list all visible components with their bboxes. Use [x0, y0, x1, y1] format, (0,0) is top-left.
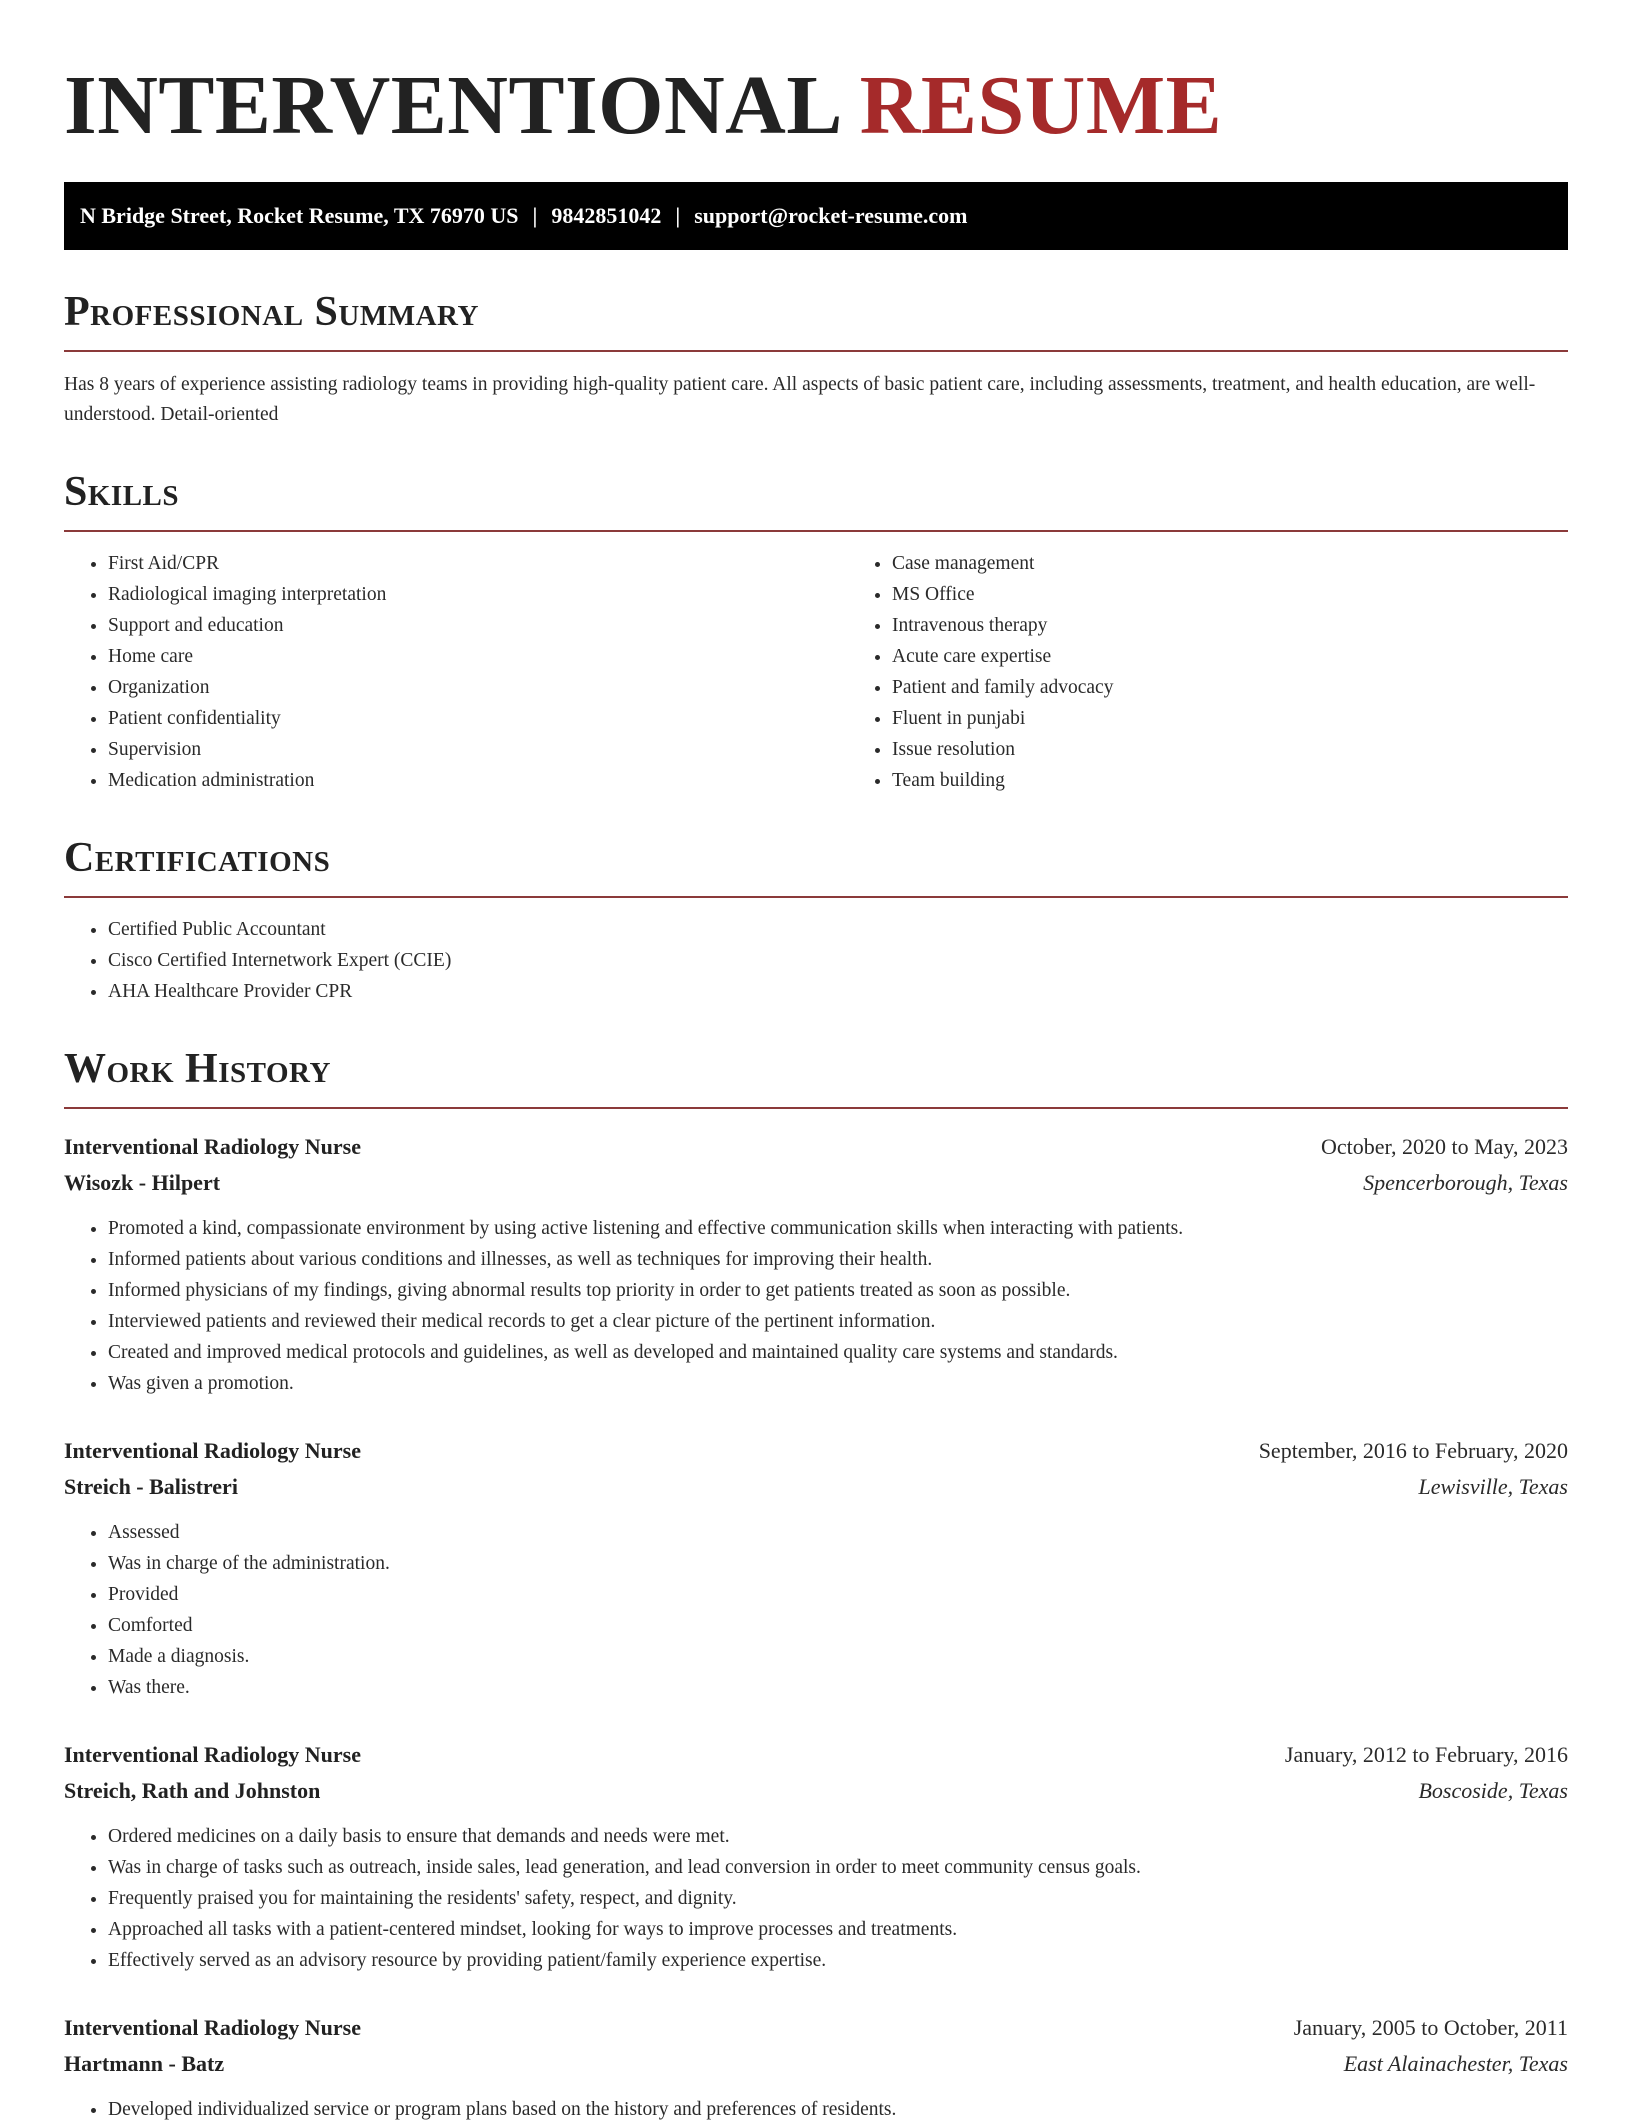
job-header-row — [64, 1737, 1568, 1773]
list-item: • Approached all tasks with a patient-centered mindset, looking for ways to improve processes and treatments. — [108, 1914, 1568, 1945]
job-bullets — [64, 1213, 1568, 1399]
list-item: • Ordered medicines on a daily basis to ensure that demands and needs were met. — [108, 1821, 1568, 1852]
contact-address: N Bridge Street, Rocket Resume, TX 76970 US — [80, 203, 519, 228]
job-title: Interventional Radiology Nurse — [64, 1134, 361, 1159]
contact-separator: | — [675, 203, 681, 228]
list-item: • Was there. — [108, 1672, 1568, 1703]
job-bullets — [64, 1821, 1568, 1976]
list-item: • Made a diagnosis. — [108, 1641, 1568, 1672]
job-header-row — [64, 1433, 1568, 1469]
list-item: • Supervision — [108, 734, 848, 765]
job-company-row — [64, 1165, 1568, 1201]
contact-bar — [64, 182, 1568, 250]
list-item: • Effectively served as an advisory resource by providing patient/family experience expertise. — [108, 1945, 1568, 1976]
resume-title — [64, 58, 1568, 154]
list-item: • Informed physicians of my findings, giving abnormal results top priority in order to get patients treated as soon as possible. — [108, 1275, 1568, 1306]
summary-heading: Professional Summary — [64, 286, 1568, 352]
job-company: Wisozk - Hilpert — [64, 1170, 221, 1195]
list-item: • Team building — [892, 765, 1632, 796]
certifications-list — [64, 914, 1568, 1007]
skills-columns — [64, 532, 1568, 796]
summary-section — [64, 286, 1568, 430]
list-item: • Was in charge of tasks such as outreach, inside sales, lead generation, and lead conversion in order to meet community census goals. — [108, 1852, 1568, 1883]
list-item: • Patient and family advocacy — [892, 672, 1632, 703]
list-item: • Case management — [892, 548, 1632, 579]
list-item: • Interviewed patients and reviewed their medical records to get a clear picture of the pertinent information. — [108, 1306, 1568, 1337]
list-item: • Cisco Certified Internetwork Expert (CCIE) — [108, 945, 1568, 976]
job-company-row — [64, 2046, 1568, 2082]
list-item: • Patient confidentiality — [108, 703, 848, 734]
list-item: • AHA Healthcare Provider CPR — [108, 976, 1568, 1007]
title-main: INTERVENTIONAL — [64, 59, 839, 152]
job-title: Interventional Radiology Nurse — [64, 1438, 361, 1463]
list-item: • Created and improved medical protocols and guidelines, as well as developed and maintained quality care systems and standards. — [108, 1337, 1568, 1368]
list-item: • Promoted a kind, compassionate environment by using active listening and effective communication skills when interacting with patients. — [108, 1213, 1568, 1244]
list-item: • Home care — [108, 641, 848, 672]
skills-list-left — [64, 548, 848, 796]
job-entry — [64, 2010, 1568, 2125]
job-title: Interventional Radiology Nurse — [64, 2015, 361, 2040]
list-item: • First Aid/CPR — [108, 548, 848, 579]
list-item: • Comforted — [108, 1610, 1568, 1641]
job-company: Streich - Balistreri — [64, 1474, 238, 1499]
list-item: • Organization — [108, 672, 848, 703]
list-item: • Developed individualized service or program plans based on the history and preferences of residents. — [108, 2094, 1568, 2125]
skills-list-right — [848, 548, 1632, 796]
list-item: • Radiological imaging interpretation — [108, 579, 848, 610]
job-location: Spencerborough, Texas — [1363, 1170, 1568, 1195]
list-item: • Was in charge of the administration. — [108, 1548, 1568, 1579]
contact-separator: | — [532, 203, 538, 228]
skills-heading: Skills — [64, 466, 1568, 532]
job-header-row — [64, 2010, 1568, 2046]
job-company-row — [64, 1773, 1568, 1809]
job-company-row — [64, 1469, 1568, 1505]
work-history-section — [64, 1043, 1568, 2125]
job-location: Boscoside, Texas — [1418, 1778, 1568, 1803]
contact-phone[interactable]: 9842851042 — [551, 203, 662, 228]
list-item: • Was given a promotion. — [108, 1368, 1568, 1399]
certifications-heading: Certifications — [64, 832, 1568, 898]
job-entry — [64, 1737, 1568, 1976]
job-dates: January, 2005 to October, 2011 — [1293, 2015, 1568, 2040]
job-header-row — [64, 1129, 1568, 1165]
job-entry — [64, 1433, 1568, 1703]
summary-text: Has 8 years of experience assisting radiology teams in providing high-quality patient care. All aspects of basic patient care, including assessments, treatment, and health education, are well-understood. Detail-oriented — [64, 374, 1536, 425]
title-accent: RESUME — [859, 59, 1223, 152]
job-dates: September, 2016 to February, 2020 — [1258, 1438, 1568, 1463]
jobs-list — [64, 1129, 1568, 2125]
job-company: Streich, Rath and Johnston — [64, 1778, 321, 1803]
list-item: • Medication administration — [108, 765, 848, 796]
list-item: • Support and education — [108, 610, 848, 641]
skills-section — [64, 466, 1568, 796]
job-location: Lewisville, Texas — [1418, 1474, 1568, 1499]
job-entry — [64, 1129, 1568, 1399]
job-dates: January, 2012 to February, 2016 — [1284, 1742, 1568, 1767]
job-bullets — [64, 1517, 1568, 1703]
list-item: • Frequently praised you for maintaining the residents' safety, respect, and dignity. — [108, 1883, 1568, 1914]
list-item: • Intravenous therapy — [892, 610, 1632, 641]
job-company: Hartmann - Batz — [64, 2051, 225, 2076]
list-item: • MS Office — [892, 579, 1632, 610]
list-item: • Acute care expertise — [892, 641, 1632, 672]
list-item: • Informed patients about various conditions and illnesses, as well as techniques for improving their health. — [108, 1244, 1568, 1275]
certifications-section — [64, 832, 1568, 1007]
list-item: • Provided — [108, 1579, 1568, 1610]
work-history-heading: Work History — [64, 1043, 1568, 1109]
job-title: Interventional Radiology Nurse — [64, 1742, 361, 1767]
job-bullets — [64, 2094, 1568, 2125]
contact-email[interactable]: support@rocket-resume.com — [694, 203, 968, 228]
list-item: • Issue resolution — [892, 734, 1632, 765]
list-item: • Assessed — [108, 1517, 1568, 1548]
list-item: • Certified Public Accountant — [108, 914, 1568, 945]
job-dates: October, 2020 to May, 2023 — [1321, 1134, 1568, 1159]
job-location: East Alainachester, Texas — [1343, 2051, 1568, 2076]
list-item: • Fluent in punjabi — [892, 703, 1632, 734]
